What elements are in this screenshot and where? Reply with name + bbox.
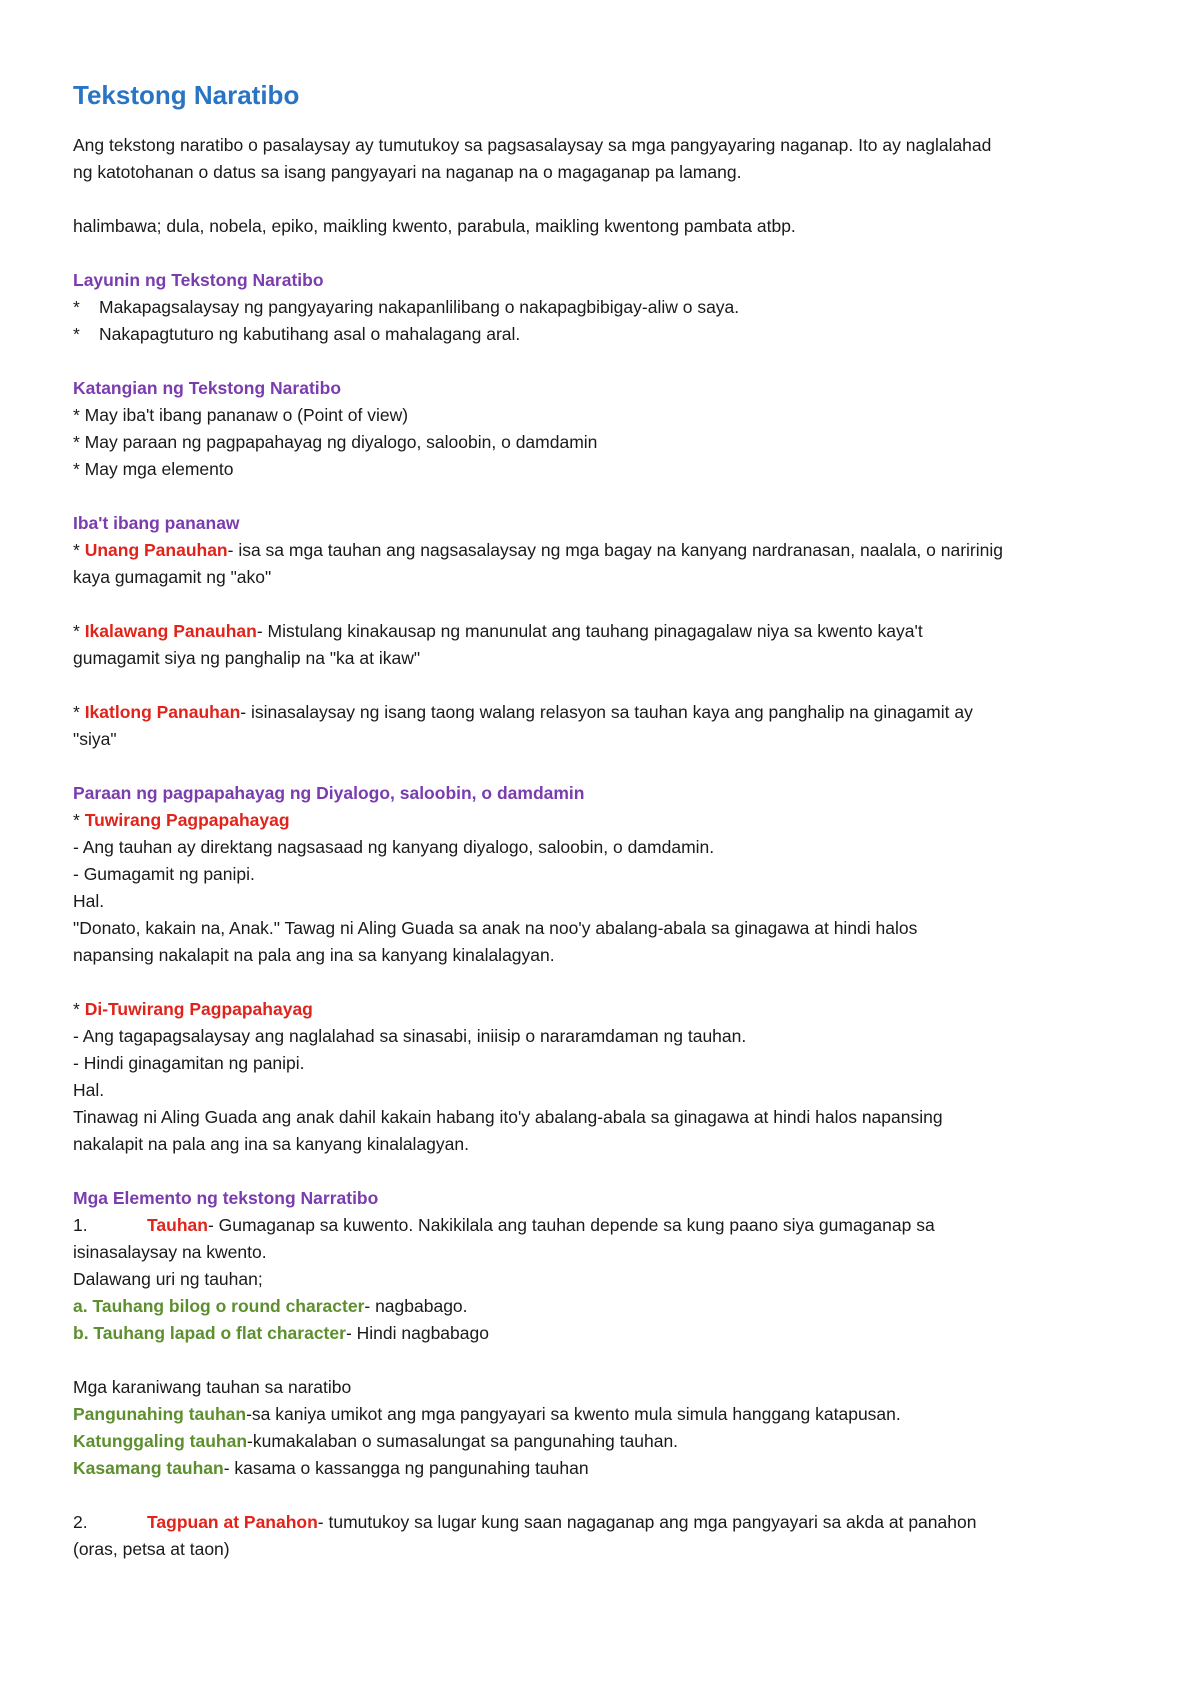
pananaw-item-ikatlong: * Ikatlong Panauhan- isinasalaysay ng isang taong walang relasyon sa tauhan kaya ang panghalip na ginagamit ay [73,702,973,722]
tauhan-kasamang: Kasamang tauhan- kasama o kassangga ng pangunahing tauhan [73,1458,589,1478]
tauhan-type-lapad: b. Tauhang lapad o flat character- Hindi nagbabago [73,1323,489,1343]
text-line: Dalawang uri ng tauhan; [73,1269,263,1289]
term-ikatlong-panauhan: Ikatlong Panauhan [84,702,241,722]
element-item-tauhan: 1. Tauhan- Gumaganap sa kuwento. Nakikilala ang tauhan depende sa kung paano siya gumaganap sa [73,1215,935,1235]
term-tauhan: Tauhan [147,1215,208,1235]
text-line: Tinawag ni Aling Guada ang anak dahil kakain habang ito'y abalang-abala sa ginagawa at hindi halos napansing [73,1107,943,1127]
term-line-tuwirang: * Tuwirang Pagpapahayag [73,810,290,830]
text-line: - Hindi ginagamitan ng panipi. [73,1053,305,1073]
intro-line: ng katotohanan o datus sa isang pangyayari na naganap na o magaganap pa lamang. [73,162,742,182]
term-kasamang: Kasamang tauhan [73,1458,224,1478]
text-line: napansing nakalapit na pala ang ina sa kanyang kinalalagyan. [73,945,555,965]
list-item: * Nakapagtuturo ng kabutihang asal o mahalagang aral. [73,321,1133,348]
term-unang-panauhan: Unang Panauhan [84,540,228,560]
section-heading-layunin: Layunin ng Tekstong Naratibo [73,270,324,290]
text-line: - Ang tauhan ay direktang nagsasaad ng kanyang diyalogo, saloobin, o damdamin. [73,837,715,857]
text-line: nakalapit na pala ang ina sa kanyang kinalalagyan. [73,1134,469,1154]
examples-line: halimbawa; dula, nobela, epiko, maikling kwento, parabula, maikling kwentong pambata atbp. [73,216,796,236]
pananaw-item-unang: * Unang Panauhan- isa sa mga tauhan ang nagsasalaysay ng mga bagay na kanyang nardranasan, naalala, o naririnig [73,540,1003,560]
section-heading-pananaw: Iba't ibang pananaw [73,513,240,533]
section-heading-paraan: Paraan ng pagpapahayag ng Diyalogo, saloobin, o damdamin [73,783,585,803]
pananaw-item-unang-cont: kaya gumagamit ng "ako" [73,567,272,587]
bullet-star: * [73,324,80,344]
text-line: Mga karaniwang tauhan sa naratibo [73,1377,352,1397]
text-line: "Donato, kakain na, Anak." Tawag ni Aling Guada sa anak na noo'y abalang-abala sa ginagawa at hindi halos [73,918,918,938]
document-body [73,78,1133,1563]
term-tauhang-bilog: a. Tauhang bilog o round character [73,1296,365,1316]
text-line: Hal. [73,891,105,911]
tauhan-katunggaling: Katunggaling tauhan-kumakalaban o sumasalungat sa pangunahing tauhan. [73,1431,679,1451]
page-title: Tekstong Naratibo [73,80,300,110]
tauhan-pangunahing: Pangunahing tauhan-sa kaniya umikot ang mga pangyayari sa kwento mula simula hanggang katapusan. [73,1404,901,1424]
pananaw-item-ikalawang-cont: gumagamit siya ng panghalip na "ka at ikaw" [73,648,421,668]
tauhan-type-bilog: a. Tauhang bilog o round character- nagbabago. [73,1296,468,1316]
text-line: (oras, petsa at taon) [73,1539,230,1559]
list-item: * May paraan ng pagpapahayag ng diyalogo, saloobin, o damdamin [73,432,598,452]
text-line: - Ang tagapagsalaysay ang naglalahad sa sinasabi, iniisip o nararamdaman ng tauhan. [73,1026,747,1046]
text-line: Hal. [73,1080,105,1100]
element-item-tagpuan: 2. Tagpuan at Panahon- tumutukoy sa lugar kung saan nagaganap ang mga pangyayari sa akda at panahon [73,1512,977,1532]
term-di-tuwirang: Di-Tuwirang Pagpapahayag [84,999,313,1019]
term-katunggaling: Katunggaling tauhan [73,1431,248,1451]
list-item: * May iba't ibang pananaw o (Point of view) [73,405,409,425]
section-heading-katangian: Katangian ng Tekstong Naratibo [73,378,342,398]
pananaw-item-ikalawang: * Ikalawang Panauhan- Mistulang kinakausap ng manunulat ang tauhang pinagagalaw niya sa kwento kaya't [73,621,923,641]
text-line: - Gumagamit ng panipi. [73,864,255,884]
term-tauhang-lapad: b. Tauhang lapad o flat character [73,1323,346,1343]
term-ikalawang-panauhan: Ikalawang Panauhan [84,621,257,641]
section-heading-elemento: Mga Elemento ng tekstong Narratibo [73,1188,379,1208]
text-line: isinasalaysay na kwento. [73,1242,267,1262]
intro-line: Ang tekstong naratibo o pasalaysay ay tumutukoy sa pagsasalaysay sa mga pangyayaring naganap. Ito ay naglalahad [73,135,992,155]
list-item: * Makapagsalaysay ng pangyayaring nakapanlilibang o nakapagbibigay-aliw o saya. [73,294,1133,321]
term-pangunahing: Pangunahing tauhan [73,1404,247,1424]
bullet-star: * [73,297,80,317]
term-line-di-tuwirang: * Di-Tuwirang Pagpapahayag [73,999,313,1019]
term-tagpuan: Tagpuan at Panahon [147,1512,318,1532]
term-tuwirang: Tuwirang Pagpapahayag [84,810,290,830]
pananaw-item-ikatlong-cont: "siya" [73,729,117,749]
list-item: * May mga elemento [73,459,234,479]
